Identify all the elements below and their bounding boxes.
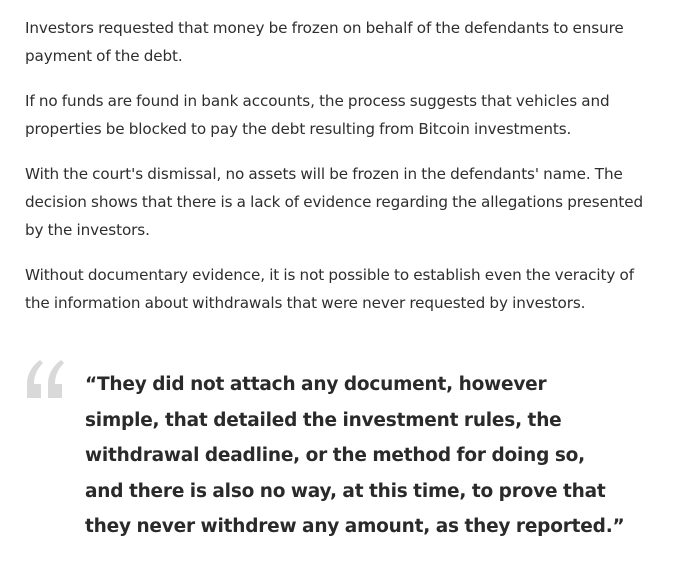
paragraph-court-dismissal: With the court's dismissal, no assets will be frozen in the defendants' name. The decision shows that there is a lack of evidence regarding the allegations presented by the investors. [25, 165, 644, 239]
blockquote [25, 362, 665, 542]
quote-mark-icon [25, 354, 69, 402]
quote-text: “They did not attach any document, however simple, that detailed the investment rules, the withdrawal deadline, or the method for doing so, and there is also no way, at this time, to prove that they never withdrew any amount, as they reported.” [85, 374, 625, 537]
paragraph-documentary-evidence: Without documentary evidence, it is not possible to establish even the veracity of the information about withdrawals that were never requested by investors. [25, 266, 634, 312]
article-body [25, 14, 655, 334]
paragraph-vehicles-properties: If no funds are found in bank accounts, the process suggests that vehicles and properties be blocked to pay the debt resulting from Bitcoin investments. [25, 92, 610, 138]
paragraph-asset-freeze-request: Investors requested that money be frozen on behalf of the defendants to ensure payment of the debt. [25, 19, 624, 65]
